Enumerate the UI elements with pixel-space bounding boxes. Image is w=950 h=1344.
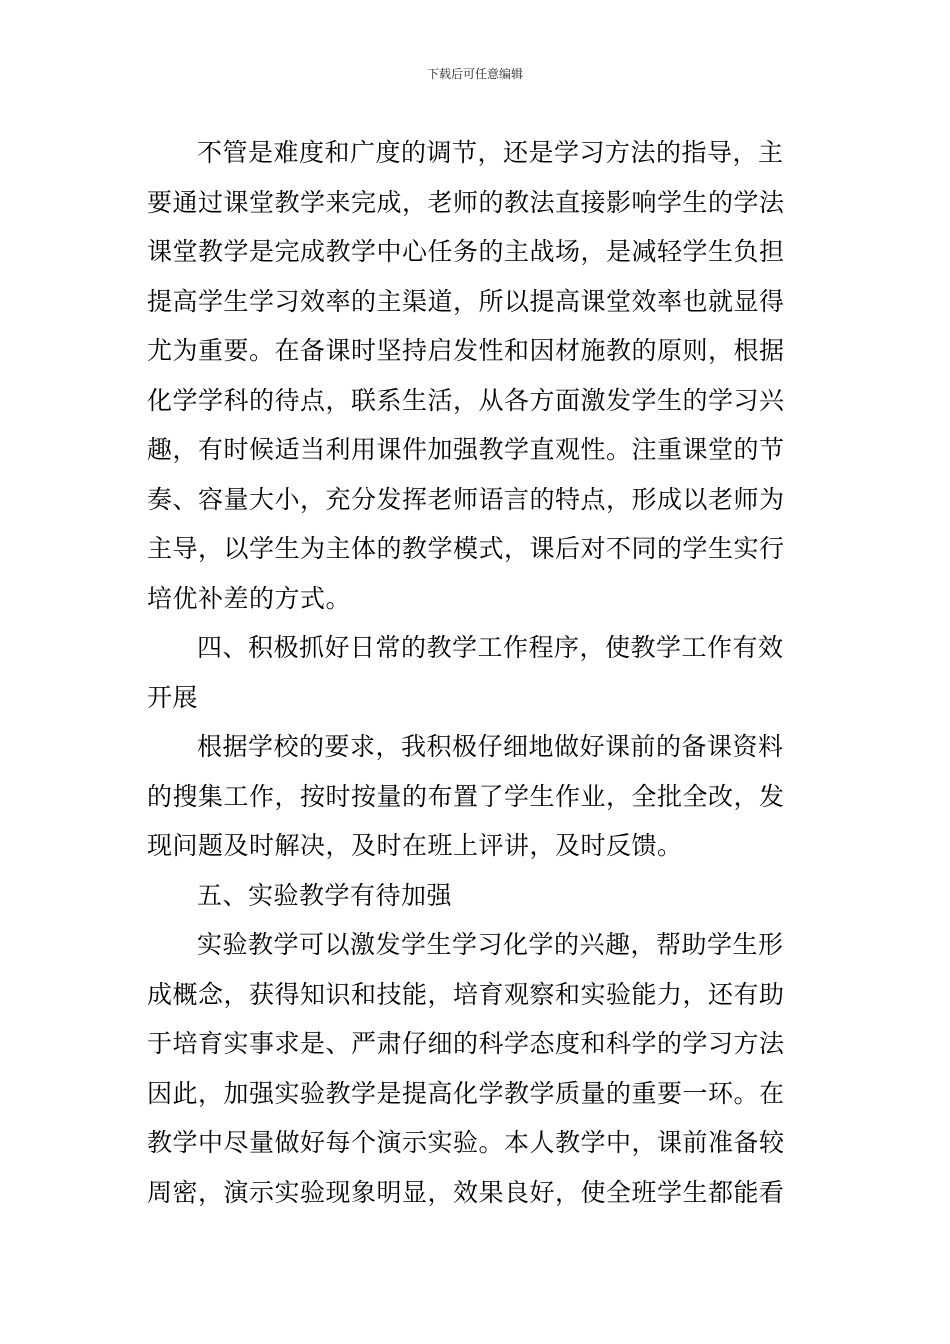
paragraph-line: 因此，加强实验教学是提高化学教学质量的重要一环。在 <box>147 1078 785 1108</box>
paragraph-line: 现问题及时解决，及时在班上评讲，及时反馈。 <box>147 831 683 860</box>
paragraph-line: 课堂教学是完成教学中心任务的主战场，是减轻学生负担 <box>147 237 785 266</box>
page-header: 下载后可任意编辑 <box>426 67 523 81</box>
section-heading: 四、积极抓好日常的教学工作程序，使教学工作有效 <box>197 633 784 662</box>
paragraph-line: 成概念，获得知识和技能，培育观察和实验能力，还有助 <box>147 979 785 1009</box>
paragraph-line: 的搜集工作，按时按量的布置了学生作业，全批全改，发 <box>147 781 785 811</box>
paragraph-line: 实验教学可以激发学生学习化学的兴趣，帮助学生形 <box>197 930 784 959</box>
section-heading-continued: 开展 <box>147 682 199 712</box>
paragraph-line: 要通过课堂教学来完成，老师的教法直接影响学生的学法 <box>147 187 785 217</box>
paragraph-line: 教学中尽量做好每个演示实验。本人教学中，课前准备较 <box>147 1128 785 1157</box>
paragraph-line: 奏、容量大小，充分发挥老师语言的特点，形成以老师为 <box>147 484 785 514</box>
document-body <box>147 128 807 1217</box>
section-heading: 五、实验教学有待加强 <box>197 880 453 910</box>
paragraph-line: 趣，有时候适当利用课件加强教学直观性。注重课堂的节 <box>147 435 785 464</box>
paragraph-line: 化学学科的待点，联系生活，从各方面激发学生的学习兴 <box>147 385 785 415</box>
paragraph-line: 根据学校的要求，我积极仔细地做好课前的备课资料 <box>197 732 784 761</box>
paragraph-line: 不管是难度和广度的调节，还是学习方法的指导，主 <box>197 138 784 167</box>
paragraph-line: 主导，以学生为主体的教学模式，课后对不同的学生实行 <box>147 534 785 563</box>
paragraph-line: 提高学生学习效率的主渠道，所以提高课堂效率也就显得 <box>147 286 785 316</box>
paragraph-line: 尤为重要。在备课时坚持启发性和因材施教的原则，根据 <box>147 336 785 365</box>
paragraph-line: 培优补差的方式。 <box>147 583 352 613</box>
paragraph-line: 周密，演示实验现象明显，效果良好，使全班学生都能看 <box>147 1177 785 1207</box>
paragraph-line: 于培育实事求是、严肃仔细的科学态度和科学的学习方法 <box>147 1029 785 1058</box>
